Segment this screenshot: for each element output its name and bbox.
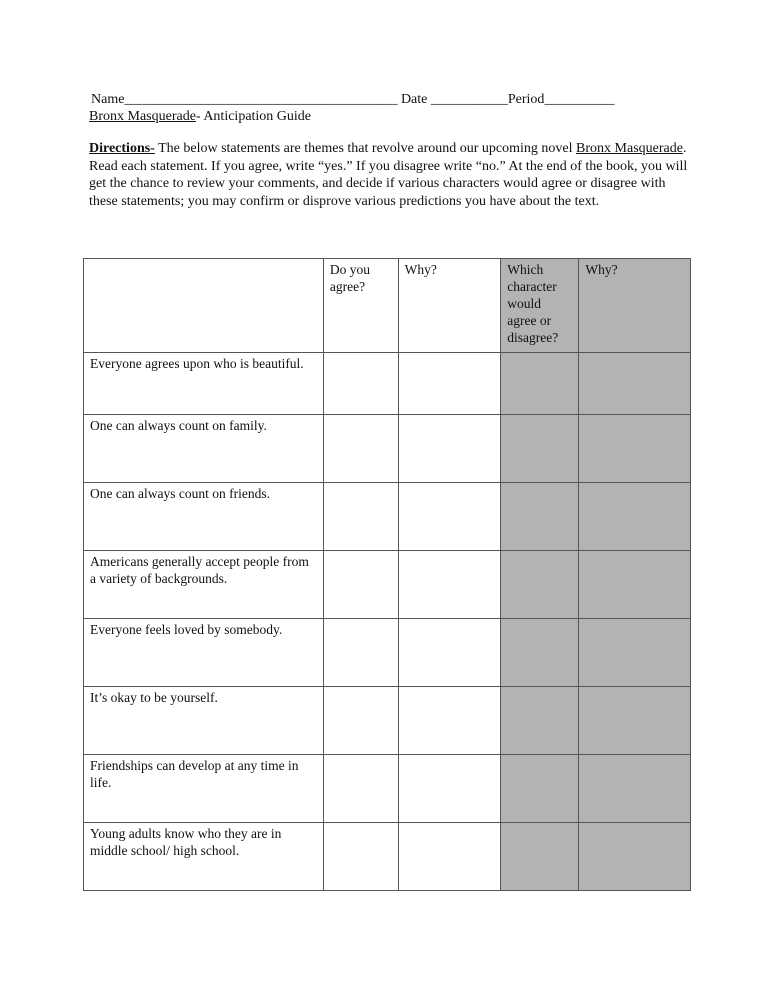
character-cell[interactable] (501, 483, 579, 551)
why-cell[interactable] (398, 483, 501, 551)
statement-cell: Young adults know who they are in middle school/ high school. (84, 823, 324, 891)
header-cell-character: Which character would agree or disagree? (501, 259, 579, 353)
header-cell-why: Why? (398, 259, 501, 353)
character-why-cell[interactable] (579, 551, 691, 619)
date-label: Date (400, 92, 428, 107)
character-cell[interactable] (501, 353, 579, 415)
title-dash: - (195, 109, 201, 124)
why-cell[interactable] (398, 823, 501, 891)
directions-paragraph (89, 140, 689, 210)
statement-cell: It’s okay to be yourself. (84, 687, 324, 755)
character-cell[interactable] (501, 687, 579, 755)
agree-cell[interactable] (323, 353, 398, 415)
name-label: Name (91, 92, 125, 107)
title-novel: Bronx Masquerade (89, 109, 196, 124)
table-row (84, 619, 691, 687)
header-cell-character-why: Why? (579, 259, 691, 353)
header-line (91, 91, 614, 109)
why-cell[interactable] (398, 755, 501, 823)
table-row (84, 687, 691, 755)
table-row (84, 551, 691, 619)
agree-cell[interactable] (323, 415, 398, 483)
character-why-cell[interactable] (579, 483, 691, 551)
period-blank[interactable]: __________ (544, 92, 615, 107)
directions-text-2: . Read each statement. If you agree, write “yes.” If you disagree write “no.” At the end of the book, you will get the chance to review your comments, and decide if various characters would agree or disagree with these statements; you may confirm or disprove various predictions you have about the text. (89, 141, 688, 209)
statement-cell: Americans generally accept people from a variety of backgrounds. (84, 551, 324, 619)
statement-cell: Everyone feels loved by somebody. (84, 619, 324, 687)
agree-cell[interactable] (323, 619, 398, 687)
character-cell[interactable] (501, 619, 579, 687)
why-cell[interactable] (398, 687, 501, 755)
name-blank[interactable]: _______________________________________ (124, 92, 398, 107)
statement-cell: One can always count on friends. (84, 483, 324, 551)
title-rest: Anticipation Guide (200, 109, 312, 124)
page-title (89, 108, 311, 126)
statement-cell: Everyone agrees upon who is beautiful. (84, 353, 324, 415)
directions-text-1: The below statements are themes that revolve around our upcoming novel (154, 141, 577, 156)
character-why-cell[interactable] (579, 823, 691, 891)
why-cell[interactable] (398, 353, 501, 415)
agree-cell[interactable] (323, 687, 398, 755)
anticipation-table (83, 258, 691, 891)
table-row (84, 823, 691, 891)
table-header-row (84, 259, 691, 353)
table-row (84, 415, 691, 483)
table-row (84, 755, 691, 823)
directions-novel: Bronx Masquerade (576, 141, 683, 156)
agree-cell[interactable] (323, 823, 398, 891)
table-row (84, 353, 691, 415)
header-cell-statement (84, 259, 324, 353)
date-blank[interactable]: ___________ (430, 92, 508, 107)
character-cell[interactable] (501, 823, 579, 891)
why-cell[interactable] (398, 415, 501, 483)
character-why-cell[interactable] (579, 619, 691, 687)
why-cell[interactable] (398, 551, 501, 619)
character-why-cell[interactable] (579, 687, 691, 755)
statement-cell: One can always count on family. (84, 415, 324, 483)
period-label: Period (507, 92, 545, 107)
character-cell[interactable] (501, 415, 579, 483)
character-cell[interactable] (501, 551, 579, 619)
character-why-cell[interactable] (579, 415, 691, 483)
directions-label: Directions- (89, 141, 155, 156)
table-row (84, 483, 691, 551)
character-cell[interactable] (501, 755, 579, 823)
agree-cell[interactable] (323, 551, 398, 619)
character-why-cell[interactable] (579, 755, 691, 823)
why-cell[interactable] (398, 619, 501, 687)
statement-cell: Friendships can develop at any time in life. (84, 755, 324, 823)
character-why-cell[interactable] (579, 353, 691, 415)
agree-cell[interactable] (323, 755, 398, 823)
agree-cell[interactable] (323, 483, 398, 551)
header-cell-agree: Do you agree? (323, 259, 398, 353)
